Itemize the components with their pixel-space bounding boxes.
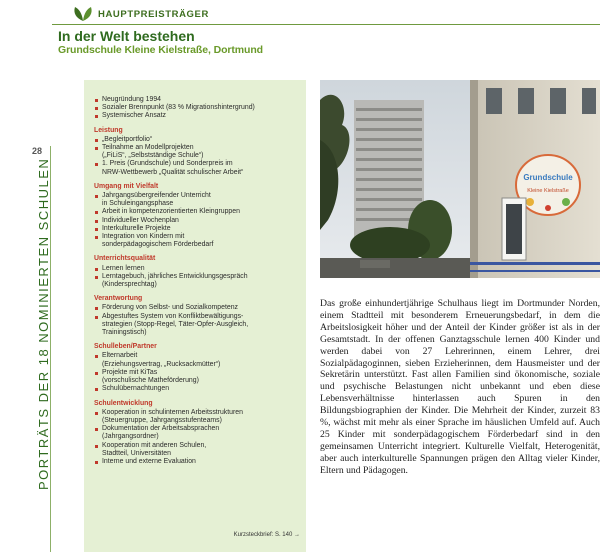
list-item: Schulübernachtungen	[94, 385, 302, 393]
section-heading-verantwortung: Verantwortung	[94, 295, 143, 303]
list-item: Neugründung 1994	[94, 96, 302, 104]
section-heading-vielfalt: Umgang mit Vielfalt	[94, 182, 159, 190]
page-number: 28	[32, 146, 43, 156]
header-rule	[52, 24, 600, 25]
leistung-list	[94, 136, 302, 177]
unterricht-list	[94, 265, 302, 290]
list-item: Sozialer Brennpunkt (83 % Migrationshintergrund)	[94, 104, 302, 112]
fact-box-content	[94, 96, 302, 466]
sign-text-line1: Grundschule	[523, 173, 573, 182]
school-photo	[320, 80, 600, 278]
section-heading-leistung: Leistung	[94, 126, 123, 134]
section-vertical-title: PORTRÄTS DER 18 NOMINIERTEN SCHULEN	[36, 157, 51, 490]
list-item: Lerntagebuch, jährliches Entwicklungsgespräch (Kindersprechtag)	[94, 273, 302, 289]
sign-text-line2: Kleine Kielstraße	[527, 188, 569, 194]
list-item: Individueller Wochenplan	[94, 217, 302, 225]
list-item: 1. Preis (Grundschule) und Sonderpreis im NRW-Wettbewerb „Qualität schulischer Arbeit“	[94, 160, 302, 176]
vielfalt-list	[94, 192, 302, 249]
page-title: In der Welt bestehen	[58, 28, 195, 44]
list-item: Förderung von Selbst- und Sozialkompetenz	[94, 304, 302, 312]
list-item: Arbeit in kompetenzorientierten Kleingruppen	[94, 208, 302, 216]
verantwortung-list	[94, 304, 302, 337]
list-item: Elternarbeit (Erziehungsvertrag, „Rucksackmütter“)	[94, 352, 302, 368]
section-heading-schulentwicklung: Schulentwicklung	[94, 399, 153, 407]
list-item: Kooperation mit anderen Schulen, Stadtteil, Universitäten	[94, 442, 302, 458]
page-subtitle: Grundschule Kleine Kielstraße, Dortmund	[58, 44, 263, 56]
crossref-link[interactable]: Kurzsteckbrief: S. 140 →	[233, 532, 300, 538]
leaf-icon	[72, 6, 94, 22]
main-paragraph: Das große einhundertjährige Schulhaus liegt im Dortmunder Norden, einem Stadtteil mit besonderem Erneuerungsbedarf, in dem die Arbeitslosigkeit höher und der Anteil der Kinder größer ist als in der Gesamtstadt. In der offenen Ganztagsschule lernen 400 Kinder und werden dabei von 27 Lehrerinnen, einem Lehrer, drei Sozialpädagoginnen, sieben Erzieherinnen, dem Hausmeister und der Sekretärin unterstützt. Fast allen Familien sind ökonomische, soziale und psychische Belastungen nicht unbekannt und eben diese Lebensverhältnisse hinterlassen auch Spuren in den Bildungsbiographien der Kinder. Die Mehrheit der Kinder, zurzeit 83 %, wächst mit mehr als einer Sprache im häuslichen Umfeld auf. Auch 25 Kinder mit sonderpädagogischem Förderbedarf sind in den gemeinsamen Unterricht integriert. Kulturelle Vielfalt, Heterogenität, aber auch interkulturelle Spannungen prägen den Alltag vieler Kinder, Eltern und Pädagogen.	[320, 298, 600, 476]
list-item: Integration von Kindern mit sonderpädagogischem Förderbedarf	[94, 233, 302, 249]
award-badge	[72, 6, 209, 22]
list-item: Projekte mit KiTas (vorschulische Matheförderung)	[94, 369, 302, 385]
list-item: „Begleitportfolio“	[94, 136, 302, 144]
schulentwicklung-list	[94, 409, 302, 466]
list-item: Systemischer Ansatz	[94, 112, 302, 120]
list-item: Lernen lernen	[94, 265, 302, 273]
list-item: Kooperation in schulinternen Arbeitsstrukturen (Steuergruppe, Jahrgangsstufenteams)	[94, 409, 302, 425]
intro-list	[94, 96, 302, 121]
school-building-illustration	[320, 80, 600, 278]
section-heading-schulleben: Schulleben/Partner	[94, 343, 157, 351]
schulleben-list	[94, 352, 302, 393]
list-item: Abgestuftes System von Konfliktbewältigungs- strategien (Stopp-Regel, Täter-Opfer-Ausgleich, Trainingstisch)	[94, 313, 302, 338]
award-label: HAUPTPREISTRÄGER	[98, 8, 209, 20]
list-item: Jahrgangsübergreifender Unterricht in Schuleingangsphase	[94, 192, 302, 208]
section-heading-unterricht: Unterrichtsqualität	[94, 255, 156, 263]
list-item: Interne und externe Evaluation	[94, 458, 302, 466]
list-item: Dokumentation der Arbeitsabsprachen (Jahrgangsordner)	[94, 425, 302, 441]
list-item: Teilnahme an Modellprojekten („FiLiS“, „Selbstständige Schule“)	[94, 144, 302, 160]
list-item: Interkulturelle Projekte	[94, 225, 302, 233]
